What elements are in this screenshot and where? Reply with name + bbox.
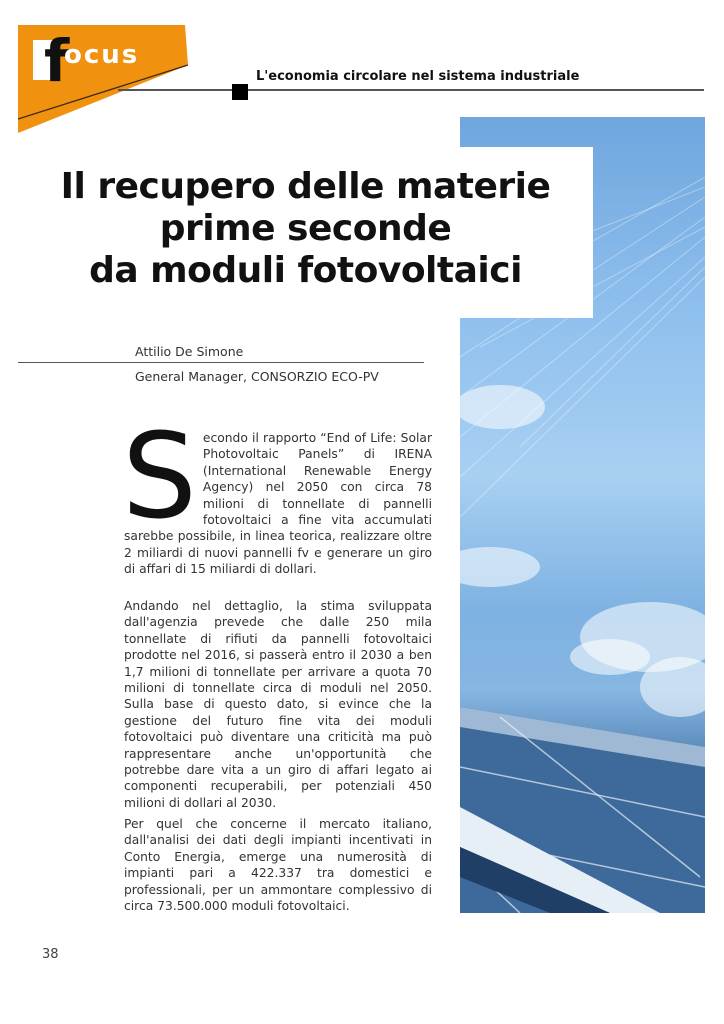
paragraph-1 bbox=[122, 407, 432, 578]
svg-text:ocus: ocus bbox=[64, 40, 140, 70]
section-rule bbox=[118, 89, 704, 91]
page-number: 38 bbox=[42, 947, 59, 962]
author-role: General Manager, CONSORZIO ECO-PV bbox=[135, 369, 379, 384]
section-square-icon bbox=[232, 84, 248, 100]
title-line-2: prime seconde bbox=[159, 208, 452, 249]
author-name: Attilio De Simone bbox=[135, 344, 244, 359]
article-title bbox=[18, 166, 593, 292]
paragraph-2: Andando nel dettaglio, la stima sviluppata dall'agenzia prevede che dalle 250 mila tonnellate di rifiuti da pannelli fotovoltaici prodotte nel 2016, si passerà entro il 2030 a ben 1,7 milioni di tonnellate per arrivare a quota 70 milioni di tonnellate circa di moduli nel 2050. Sulla base di questo dato, si evince che la gestione del futuro fine vita dei moduli fotovoltaici può diventare una criticità ma può rappresentare anche un'opportunità che potrebbe dare vita a un giro di affari legato ai componenti recuperabili, per potenziali 450 milioni di dollari al 2030. bbox=[124, 599, 432, 810]
svg-text:f: f bbox=[44, 27, 70, 95]
paragraph-3: Per quel che concerne il mercato italiano, dall'analisi dei dati degli impianti incentivati in Conto Energia, emerge una numerosità di impianti pari a 422.337 tra domestici e professionali, per un ammontare complessivo di circa 73.500.000 moduli fotovoltaici. bbox=[124, 817, 432, 914]
drop-cap: S bbox=[122, 407, 197, 545]
title-line-3: da moduli fotovoltaici bbox=[89, 250, 522, 291]
paragraph-1-text: econdo il rapporto “End of Life: Solar Photovoltaic Panels” di IRENA (International Renewable Energy Agency) nel 2050 con circa 78 milioni di tonnellate di pannelli fotovoltaici a fine vita accumulati sarebbe possibile, in linea teorica, realizzare oltre 2 miliardi di nuovi pannelli fv e generare un giro di affari di 15 miliardi di dollari. bbox=[124, 431, 432, 577]
byline-rule bbox=[18, 362, 424, 363]
section-title: L'economia circolare nel sistema industriale bbox=[256, 69, 580, 84]
title-line-1: Il recupero delle materie bbox=[60, 166, 551, 207]
focus-banner bbox=[18, 25, 190, 133]
